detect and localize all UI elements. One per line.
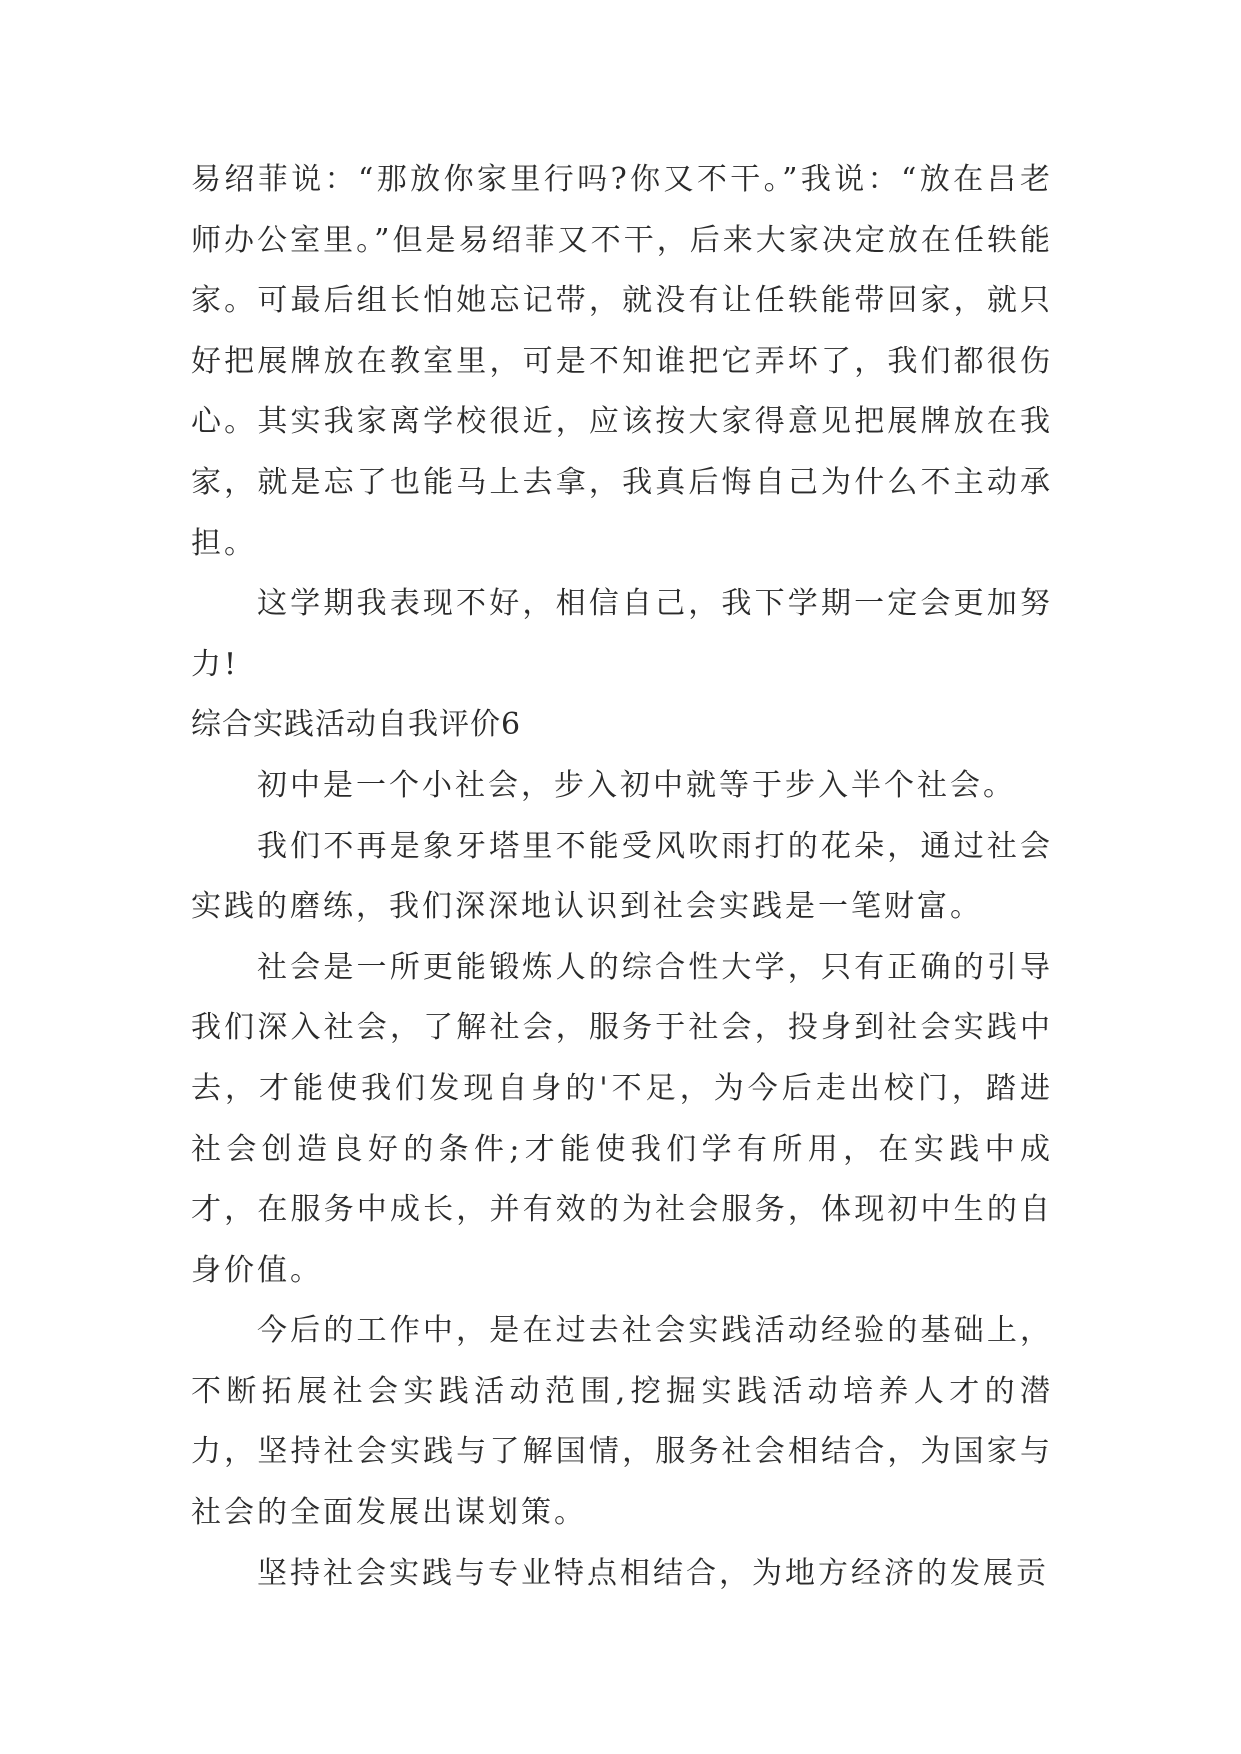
paragraph-future-work: 今后的工作中，是在过去社会实践活动经验的基础上，不断拓展社会实践活动范围,挖掘实践活动培养人才的潜力，坚持社会实践与了解国情，服务社会相结合，为国家与社会的全面发展出谋划策。 (191, 1313, 1053, 1531)
paragraph-society-university: 社会是一所更能锻炼人的综合性大学，只有正确的引导我们深入社会，了解社会，服务于社会，投身到社会实践中去，才能使我们发现自身的'不足，为今后走出校门，踏进社会创造良好的条件;才能使我们学有所用，在实践中成才，在服务中成长，并有效的为社会服务，体现初中生的自身价值。 (191, 949, 1053, 1288)
paragraph-professional-practice: 坚持社会实践与专业特点相结合，为地方经济的发展贡 (257, 1555, 1049, 1591)
section-title: 综合实践活动自我评价6 (191, 707, 522, 743)
paragraph-intro: 初中是一个小社会，步入初中就等于步入半个社会。 (257, 767, 1016, 803)
paragraph-ivory-tower: 我们不再是象牙塔里不能受风吹雨打的花朵，通过社会实践的磨练，我们深深地认识到社会实践是一笔财富。 (191, 828, 1053, 925)
paragraph-story-end: 易绍菲说：“那放你家里行吗?你又不干。”我说：“放在吕老师办公室里。”但是易绍菲又不干，后来大家决定放在任轶能家。可最后组长怕她忘记带，就没有让任轶能带回家，就只好把展牌放在教室里，可是不知谁把它弄坏了，我们都很伤心。其实我家离学校很近，应该按大家得意见把展牌放在我家，就是忘了也能马上去拿，我真后悔自己为什么不主动承担。 (191, 162, 1053, 561)
paragraph-resolution: 这学期我表现不好，相信自己，我下学期一定会更加努力! (191, 586, 1053, 682)
document-body (191, 150, 1053, 1604)
